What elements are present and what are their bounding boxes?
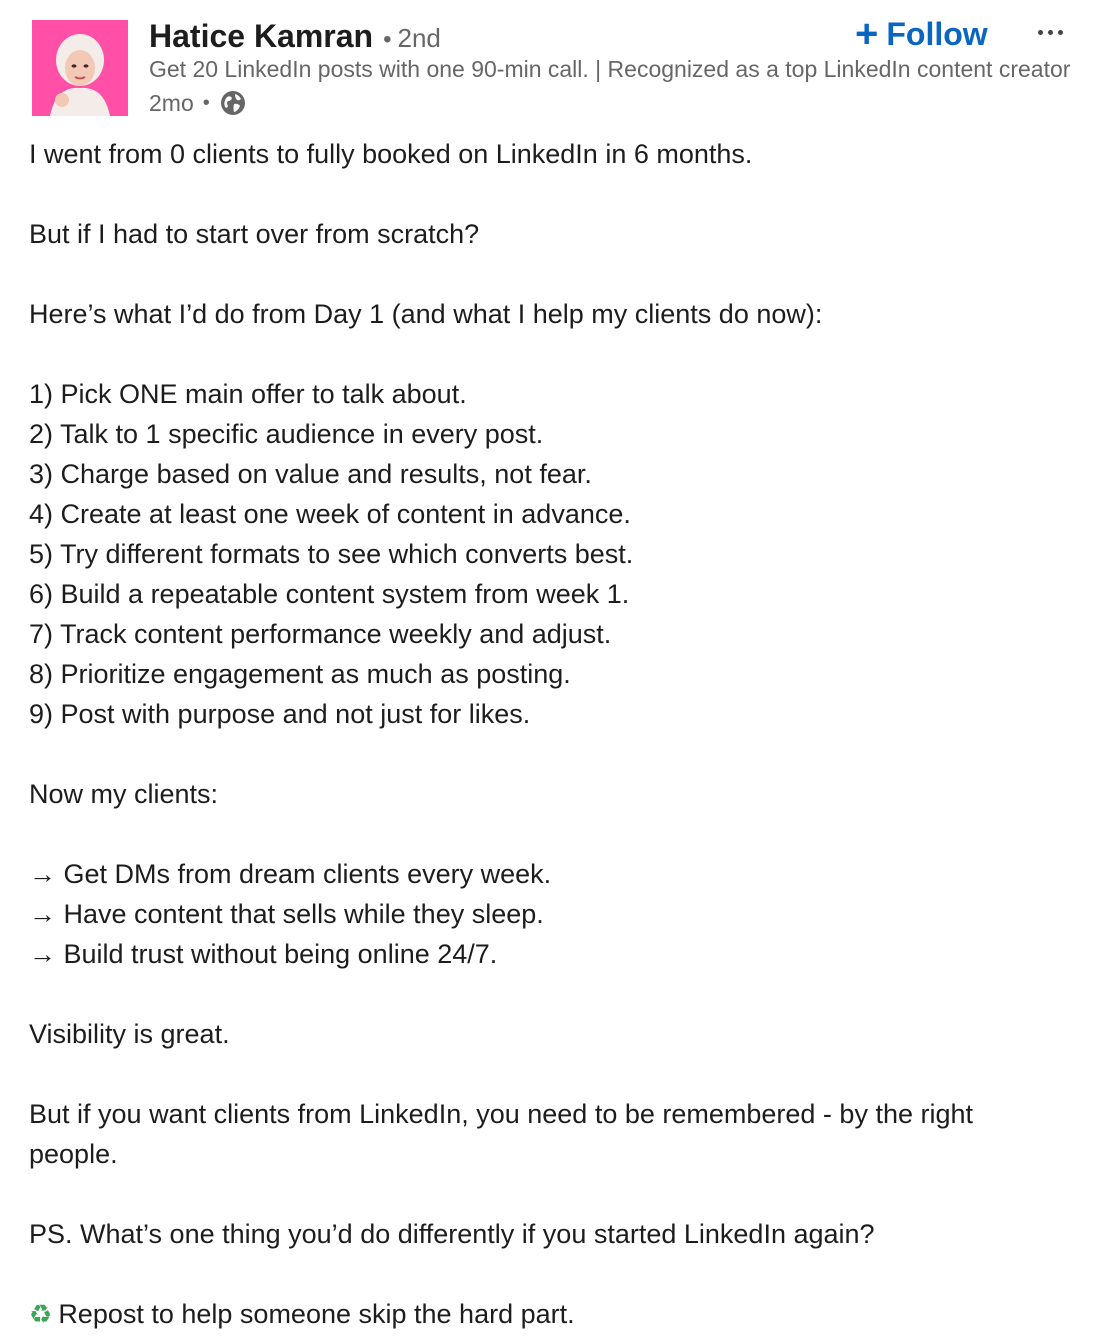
post-question: But if I had to start over from scratch? <box>29 219 480 249</box>
globe-icon <box>219 89 247 117</box>
author-name[interactable]: Hatice Kamran <box>149 18 374 54</box>
connection-degree: 2nd <box>397 23 441 53</box>
list-item: 1) Pick ONE main offer to talk about. <box>29 379 467 409</box>
post-header <box>0 0 1094 130</box>
plus-icon: + <box>855 12 879 56</box>
separator-dot: • <box>383 26 392 53</box>
author-headline[interactable]: Get 20 LinkedIn posts with one 90-min call. | Recognized as a top LinkedIn content creator <box>149 56 1071 82</box>
follow-button[interactable] <box>855 12 988 56</box>
list-item: 6) Build a repeatable content system from week 1. <box>29 579 630 609</box>
post-meta <box>149 88 247 118</box>
avatar-portrait-icon <box>32 20 128 116</box>
post-lead: Here’s what I’d do from Day 1 (and what I help my clients do now): <box>29 299 823 329</box>
repost-text: Repost to help someone skip the hard part. <box>58 1299 575 1329</box>
post-time[interactable]: 2mo <box>149 89 194 116</box>
list-item: → Get DMs from dream clients every week. <box>29 859 552 889</box>
remembered-line: But if you want clients from LinkedIn, you need to be remembered - by the right people. <box>29 1099 973 1169</box>
clients-intro: Now my clients: <box>29 779 219 809</box>
recycle-icon: ♻ <box>29 1299 53 1329</box>
ps-line: PS. What’s one thing you’d do differently if you started LinkedIn again? <box>29 1219 875 1249</box>
list-item: 8) Prioritize engagement as much as posting. <box>29 659 571 689</box>
visibility-line: Visibility is great. <box>29 1019 230 1049</box>
post-text <box>29 134 1069 1334</box>
list-item: 2) Talk to 1 specific audience in every post. <box>29 419 544 449</box>
list-item: → Have content that sells while they sleep. <box>29 899 544 929</box>
ellipsis-icon[interactable] <box>1030 16 1070 48</box>
separator-dot: • <box>202 91 210 114</box>
author-name-row <box>149 18 441 58</box>
list-item: 5) Try different formats to see which converts best. <box>29 539 634 569</box>
repost-line <box>29 1294 1069 1334</box>
list-item: 3) Charge based on value and results, not fear. <box>29 459 592 489</box>
list-item: → Build trust without being online 24/7. <box>29 939 498 969</box>
post-intro: I went from 0 clients to fully booked on LinkedIn in 6 months. <box>29 139 753 169</box>
list-item: 7) Track content performance weekly and adjust. <box>29 619 612 649</box>
author-avatar[interactable] <box>32 20 128 116</box>
list-item: 9) Post with purpose and not just for likes. <box>29 699 531 729</box>
list-item: 4) Create at least one week of content in advance. <box>29 499 631 529</box>
follow-label: Follow <box>886 15 988 52</box>
